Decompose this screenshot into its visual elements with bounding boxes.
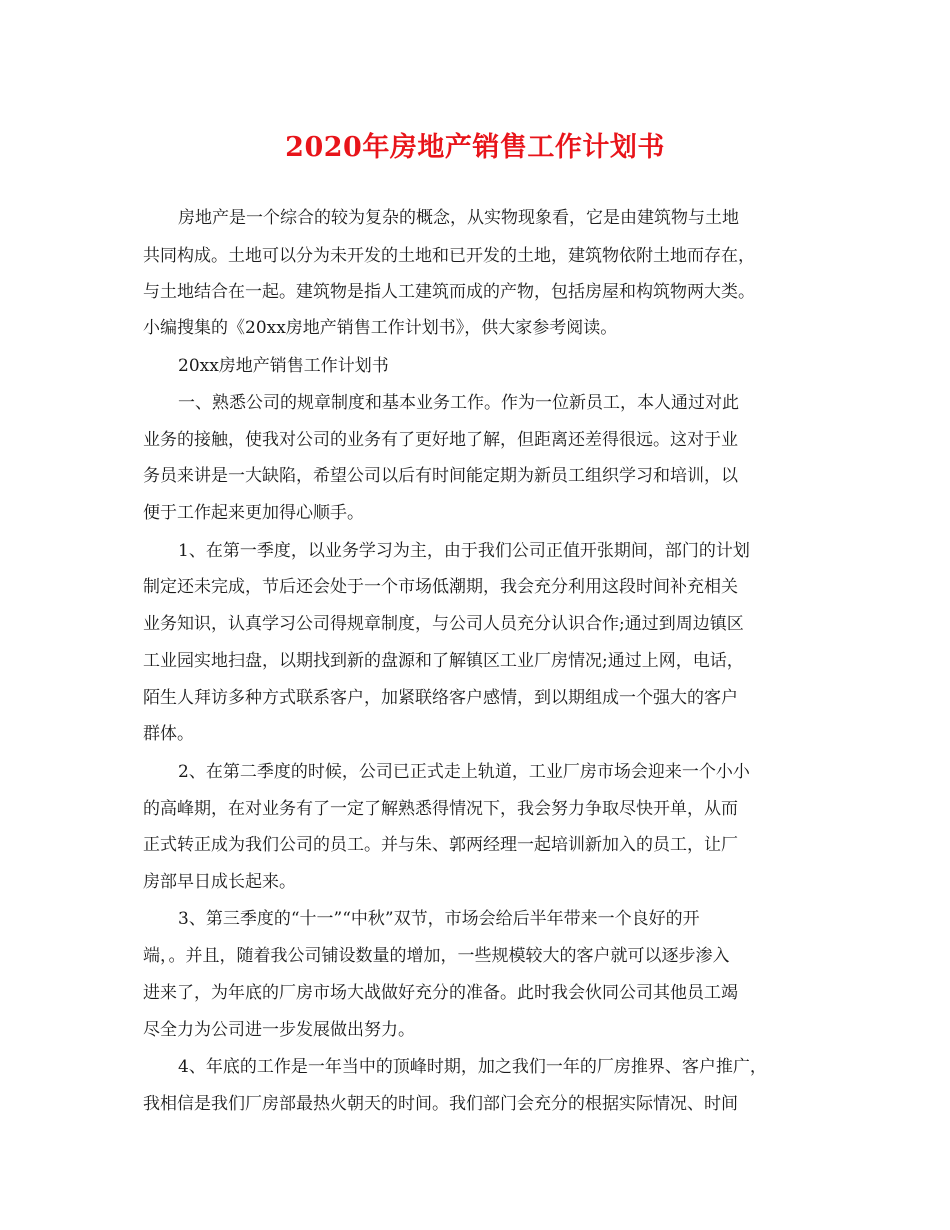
paragraph-line: 房部早日成长起来。 bbox=[143, 872, 296, 892]
paragraph-line: 共同构成。土地可以分为未开发的土地和已开发的土地，建筑物依附土地而存在， bbox=[143, 246, 755, 266]
paragraph-line: 小编搜集的《20xx房地产销售工作计划书》，供大家参考阅读。 bbox=[143, 318, 618, 338]
paragraph-line: 业务知识，认真学习公司得规章制度，与公司人员充分认识合作;通过到周边镇区 bbox=[143, 614, 744, 634]
paragraph-line: 群体。 bbox=[143, 724, 194, 744]
paragraph-line: 2、在第二季度的时候，公司已正式走上轨道，工业厂房市场会迎来一个小小 bbox=[178, 762, 750, 782]
paragraph-line: 端，。并且，随着我公司铺设数量的增加，一些规模较大的客户就可以逐步渗入 bbox=[143, 946, 730, 966]
paragraph-line: 正式转正成为我们公司的员工。并与朱、郭两经理一起培训新加入的员工，让厂 bbox=[143, 835, 738, 855]
paragraph-line: 的高峰期，在对业务有了一定了解熟悉得情况下，我会努力争取尽快开单，从而 bbox=[143, 799, 738, 819]
paragraph-line: 便于工作起来更加得心顺手。 bbox=[143, 503, 364, 523]
paragraph-line: 进来了，为年底的厂房市场大战做好充分的准备。此时我会伙同公司其他员工竭 bbox=[143, 983, 738, 1003]
subheading-line: 20xx房地产销售工作计划书 bbox=[178, 356, 389, 376]
paragraph-line: 4、年底的工作是一年当中的顶峰时期，加之我们一年的厂房推界、客户推广， bbox=[178, 1057, 767, 1077]
paragraph-line: 3、第三季度的“十一”“中秋”双节，市场会给后半年带来一个良好的开 bbox=[178, 909, 700, 929]
paragraph-line: 房地产是一个综合的较为复杂的概念，从实物现象看，它是由建筑物与土地 bbox=[178, 208, 739, 228]
paragraph-line: 一、熟悉公司的规章制度和基本业务工作。作为一位新员工，本人通过对此 bbox=[178, 393, 739, 413]
paragraph-line: 尽全力为公司进一步发展做出努力。 bbox=[143, 1020, 415, 1040]
paragraph-line: 工业园实地扫盘，以期找到新的盘源和了解镇区工业厂房情况;通过上网，电话， bbox=[143, 651, 744, 671]
paragraph-line: 制定还未完成，节后还会处于一个市场低潮期，我会充分利用这段时间补充相关 bbox=[143, 577, 738, 597]
paragraph-line: 我相信是我们厂房部最热火朝天的时间。我们部门会充分的根据实际情况、时间 bbox=[143, 1094, 738, 1114]
document-title: 2020年房地产销售工作计划书 bbox=[285, 132, 665, 163]
paragraph-line: 务员来讲是一大缺陷，希望公司以后有时间能定期为新员工组织学习和培训，以 bbox=[143, 466, 738, 486]
paragraph-line: 陌生人拜访多种方式联系客户，加紧联络客户感情，到以期组成一个强大的客户 bbox=[143, 688, 738, 708]
paragraph-line: 与土地结合在一起。建筑物是指人工建筑而成的产物，包括房屋和构筑物两大类。 bbox=[143, 282, 755, 302]
paragraph-line: 1、在第一季度，以业务学习为主，由于我们公司正值开张期间，部门的计划 bbox=[178, 541, 750, 561]
paragraph-line: 业务的接触，使我对公司的业务有了更好地了解，但距离还差得很远。这对于业 bbox=[143, 430, 738, 450]
